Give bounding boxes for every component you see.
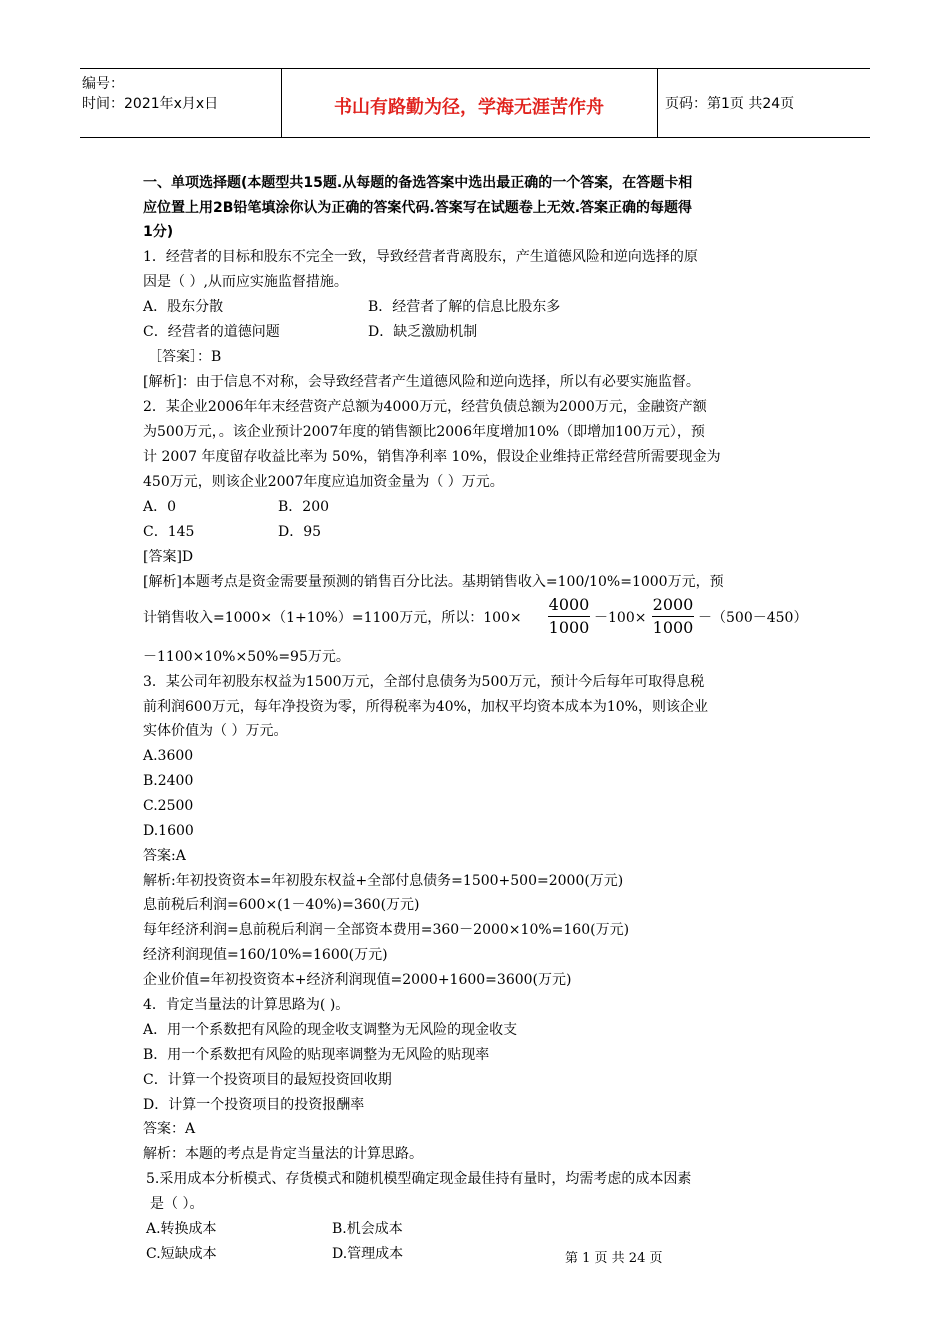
q3-analysis-line-1: 解析:年初投资资本=年初股东权益+全部付息债务=1500+500=2000(万元) bbox=[143, 873, 624, 889]
q4-analysis: 解析：本题的考点是肯定当量法的计算思路。 bbox=[143, 1146, 423, 1162]
q5-stem-line-2: 是（ ）。 bbox=[150, 1196, 204, 1212]
q2-option-a: A．0 bbox=[143, 499, 177, 515]
q2-stem-line-4: 450万元，则该企业2007年度应追加资金量为（ ）万元。 bbox=[143, 474, 504, 490]
q4-answer: 答案：A bbox=[143, 1121, 196, 1137]
page-footer: 第 1 页 共 24 页 bbox=[565, 1251, 663, 1266]
header-motto-cell bbox=[281, 69, 658, 137]
q4-option-c: C．计算一个投资项目的最短投资回收期 bbox=[143, 1072, 392, 1088]
motto: 书山有路勤为径，学海无涯苦作舟 bbox=[334, 97, 604, 118]
q4-option-b: B．用一个系数把有风险的贴现率调整为无风险的贴现率 bbox=[143, 1047, 490, 1063]
q2-analysis-line-1: [解析]本题考点是资金需要量预测的销售百分比法。基期销售收入=100/10%=1000万元，预 bbox=[143, 574, 724, 590]
fraction-bar bbox=[548, 616, 590, 617]
section-title-line-1: 一、单项选择题(本题型共15题.从每题的备选答案中选出最正确的一个答案，在答题卡相 bbox=[143, 175, 693, 191]
q1-option-a: A．股东分散 bbox=[143, 299, 224, 315]
q5-option-c: C.短缺成本 bbox=[146, 1246, 217, 1262]
section-title-line-3: 1分) bbox=[143, 224, 174, 240]
q2-analysis-formula-a: 计销售收入=1000×（1+10%）=1100万元，所以：100× bbox=[143, 610, 522, 626]
fraction-denominator: 1000 bbox=[652, 618, 694, 637]
q2-option-d: D．95 bbox=[278, 524, 322, 540]
fraction-2000-1000 bbox=[652, 595, 694, 638]
q4-option-a: A．用一个系数把有风险的现金收支调整为无风险的现金收支 bbox=[143, 1022, 518, 1038]
header-left-cell bbox=[80, 69, 282, 137]
section-title-line-2: 应位置上用2B铅笔填涂你认为正确的答案代码.答案写在试题卷上无效.答案正确的每题得 bbox=[143, 200, 693, 216]
q3-analysis-line-5: 企业价值=年初投资资本+经济利润现值=2000+1600=3600(万元) bbox=[143, 972, 572, 988]
q3-stem-line-2: 前利润600万元，每年净投资为零，所得税率为40%，加权平均资本成本为10%，则该企业 bbox=[143, 699, 708, 715]
q5-option-a: A.转换成本 bbox=[146, 1221, 217, 1237]
page-header bbox=[80, 68, 870, 138]
q2-analysis-formula-b: －100× bbox=[594, 610, 647, 626]
q4-stem: 4．肯定当量法的计算思路为( )。 bbox=[143, 997, 350, 1013]
q5-option-b: B.机会成本 bbox=[332, 1221, 403, 1237]
time-label: 时间：2021年x月x日 bbox=[82, 96, 219, 112]
q3-option-b: B.2400 bbox=[143, 773, 194, 789]
q1-answer: ［答案］：B bbox=[148, 349, 222, 365]
q3-stem-line-3: 实体价值为（ ）万元。 bbox=[143, 723, 288, 739]
page-label: 页码：第1页 共24页 bbox=[665, 96, 795, 112]
q5-option-d: D.管理成本 bbox=[332, 1246, 404, 1262]
q3-answer: 答案:A bbox=[143, 848, 186, 864]
number-label: 编号： bbox=[82, 76, 124, 92]
q1-option-c: C．经营者的道德问题 bbox=[143, 324, 280, 340]
q1-option-d: D．缺乏激励机制 bbox=[368, 324, 478, 340]
fraction-denominator: 1000 bbox=[548, 618, 590, 637]
q5-stem-line-1: 5.采用成本分析模式、存货模式和随机模型确定现金最佳持有量时，均需考虑的成本因素 bbox=[146, 1171, 692, 1187]
q3-option-d: D.1600 bbox=[143, 823, 194, 839]
q3-analysis-line-2: 息前税后利润=600×(1－40%)=360(万元) bbox=[143, 897, 420, 913]
q2-option-b: B．200 bbox=[278, 499, 330, 515]
q3-option-c: C.2500 bbox=[143, 798, 194, 814]
q2-analysis-formula-c: －（500－450） bbox=[698, 610, 808, 626]
q2-stem-line-2: 为500万元，。该企业预计2007年度的销售额比2006年度增加10%（即增加100万元），预 bbox=[143, 424, 705, 440]
q3-analysis-line-3: 每年经济利润=息前税后利润－全部资本费用=360－2000×10%=160(万元) bbox=[143, 922, 630, 938]
q2-analysis-line-3: －1100×10%×50%=95万元。 bbox=[143, 649, 350, 665]
q2-answer: [答案]D bbox=[143, 549, 194, 565]
q2-option-c: C．145 bbox=[143, 524, 195, 540]
q3-option-a: A.3600 bbox=[143, 748, 194, 764]
q2-stem-line-1: 2．某企业2006年年末经营资产总额为4000万元，经营负债总额为2000万元，金融资产额 bbox=[143, 399, 707, 415]
q2-stem-line-3: 计 2007 年度留存收益比率为 50%，销售净利率 10%，假设企业维持正常经营所需要现金为 bbox=[143, 449, 721, 465]
fraction-numerator: 2000 bbox=[652, 595, 694, 614]
q3-stem-line-1: 3．某公司年初股东权益为1500万元，全部付息债务为500万元，预计今后每年可取得息税 bbox=[143, 674, 705, 690]
fraction-4000-1000 bbox=[548, 595, 590, 638]
q1-stem-line-2: 因是（ ）,从而应实施监督措施。 bbox=[143, 274, 348, 290]
q1-stem-line-1: 1．经营者的目标和股东不完全一致，导致经营者背离股东，产生道德风险和逆向选择的原 bbox=[143, 249, 698, 265]
q4-option-d: D．计算一个投资项目的投资报酬率 bbox=[143, 1097, 365, 1113]
q3-analysis-line-4: 经济利润现值=160/10%=1600(万元) bbox=[143, 947, 388, 963]
q1-analysis: [解析]：由于信息不对称，会导致经营者产生道德风险和逆向选择，所以有必要实施监督。 bbox=[143, 374, 700, 390]
q1-option-b: B．经营者了解的信息比股东多 bbox=[368, 299, 561, 315]
fraction-numerator: 4000 bbox=[548, 595, 590, 614]
fraction-bar bbox=[652, 616, 694, 617]
